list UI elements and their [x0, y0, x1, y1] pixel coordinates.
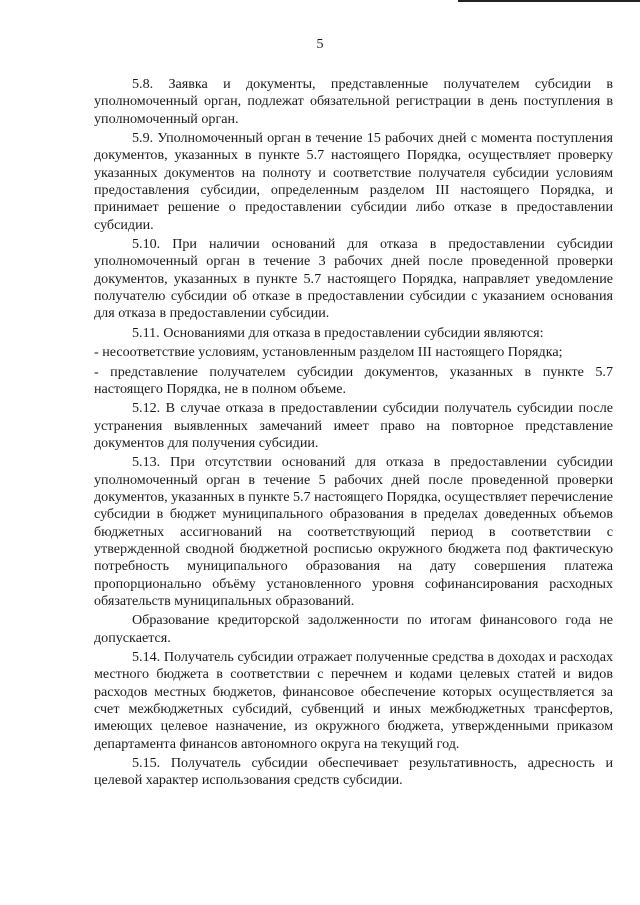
paragraph-5-13-note: Образование кредиторской задолженности по итогам финансового года не допускается. [94, 612, 613, 646]
page-number: 5 [316, 37, 324, 52]
paragraph-5-15: 5.15. Получатель субсидии обеспечивает результативность, адресность и целевой характер использования средств субсидии. [94, 755, 613, 789]
paragraph-5-13: 5.13. При отсутствии оснований для отказа в предоставлении субсидии уполномоченный орган в течение 5 рабочих дней после проведенной проверки документов, указанных в пункте 5.7 настоящего Порядка, осуществляет перечисление субсидии в бюджет муниципального образования в пределах доведенных объемов бюджетных ассигнований на соответствующий период в соответствии с утвержденной сводной бюджетной росписью окружного бюджета под фактическую потребность муниципального образования на дату совершения платежа пропорционально объёму установленного уровня софинансирования расходных обязательств муниципальных образований. [94, 454, 613, 609]
paragraph-5-9: 5.9. Уполномоченный орган в течение 15 рабочих дней с момента поступления документов, указанных в пункте 5.7 настоящего Порядка, осуществляет проверку указанных документов на полноту и соответствие получателя субсидии условиям предоставления субсидии, определенным разделом III настоящего Порядка, и принимает решение о предоставлении субсидии либо отказе в предоставлении субсидии. [94, 130, 613, 233]
scan-edge-line [458, 0, 640, 2]
paragraph-5-14: 5.14. Получатель субсидии отражает полученные средства в доходах и расходах местного бюджета в соответствии с перечнем и кодами целевых статей и видов расходов местных бюджетов, финансовое обеспечение которых осуществляется за счет межбюджетных субсидий, субвенций и иных межбюджетных трансфертов, имеющих целевое назначение, из окружного бюджета, утвержденными приказом департамента финансов автономного округа на текущий год. [94, 649, 613, 752]
paragraph-5-8: 5.8. Заявка и документы, представленные получателем субсидии в уполномоченный орган, подлежат обязательной регистрации в день поступления в уполномоченный орган. [94, 76, 613, 127]
document-body [94, 76, 613, 792]
paragraph-5-10: 5.10. При наличии оснований для отказа в предоставлении субсидии уполномоченный орган в течение 3 рабочих дней после проведенной проверки документов, указанных в пункте 5.7 настоящего Порядка, направляет уведомление получателю субсидии об отказе в предоставлении субсидии с указанием основания для отказа в предоставлении субсидии. [94, 236, 613, 322]
list-item-grounds-1: - несоответствие условиям, установленным разделом III настоящего Порядка; [94, 344, 563, 361]
paragraph-5-11: 5.11. Основаниями для отказа в предоставлении субсидии являются: [132, 324, 544, 341]
list-item-grounds-2: - представление получателем субсидии документов, указанных в пункте 5.7 настоящего Порядка, не в полном объеме. [94, 363, 613, 397]
paragraph-5-12: 5.12. В случае отказа в предоставлении субсидии получатель субсидии после устранения выявленных замечаний имеет право на повторное представление документов для получения субсидии. [94, 400, 613, 451]
